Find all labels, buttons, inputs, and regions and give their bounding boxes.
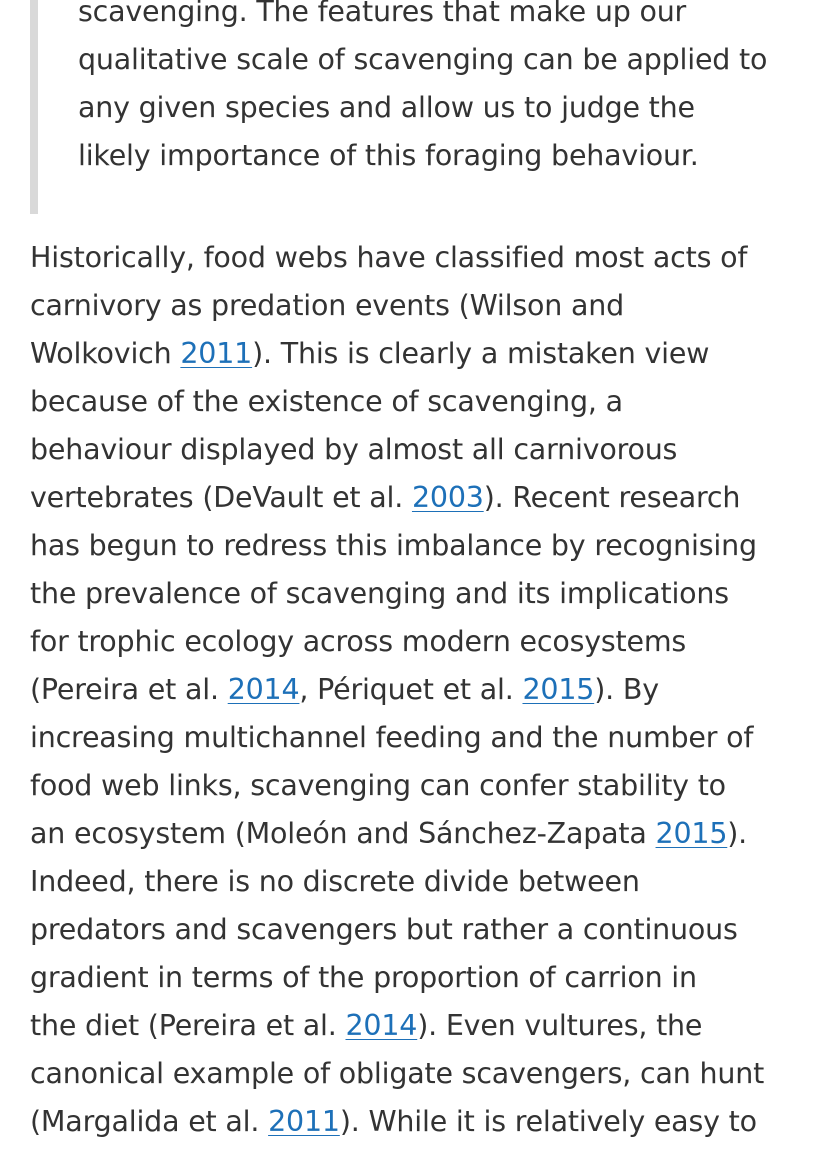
text-segment: ). By [594,673,659,706]
paragraph-line [30,906,820,954]
paragraph-line [30,522,820,570]
citation-link-devault-2003[interactable]: 2003 [411,481,484,514]
text-segment: has begun to redress this imbalance by recognising [30,529,757,562]
text-segment: ). While it is relatively easy to [339,1105,757,1138]
text-segment: ). Even vultures, the [417,1009,703,1042]
blockquote [30,0,820,214]
paragraph-line [30,426,820,474]
text-segment: , Périquet et al. [299,673,523,706]
text-segment: the diet (Pereira et al. [30,1009,346,1042]
text-segment: increasing multichannel feeding and the number of [30,721,754,754]
paragraph-line [30,762,820,810]
paragraph-line [30,330,820,378]
paragraph-line [30,282,820,330]
text-segment: Indeed, there is no discrete divide between [30,865,640,898]
citation-link-periquet-2015[interactable]: 2015 [522,673,595,706]
text-segment: (Pereira et al. [30,673,228,706]
text-segment: ). This is clearly a mistaken view [252,337,710,370]
text-segment: ). [727,817,748,850]
text-segment: vertebrates (DeVault et al. [30,481,412,514]
paragraph-line [30,858,820,906]
paragraph-line [30,954,820,1002]
citation-link-wilson-2011[interactable]: 2011 [180,337,253,370]
paragraph-line [30,618,820,666]
text-segment: predators and scavengers but rather a continuous [30,913,738,946]
text-segment: carnivory as predation events (Wilson and [30,289,624,322]
citation-link-moleon-2015[interactable]: 2015 [655,817,728,850]
text-segment: behaviour displayed by almost all carnivorous [30,433,678,466]
text-segment: food web links, scavenging can confer stability to [30,769,726,802]
quote-line: qualitative scale of scavenging can be applied to [78,43,768,76]
text-segment: the prevalence of scavenging and its implications [30,577,729,610]
text-segment: because of the existence of scavenging, a [30,385,623,418]
paragraph-line [30,570,820,618]
paragraph-line [30,1050,820,1098]
paragraph-line [30,474,820,522]
paragraph-line [30,1002,820,1050]
quote-line: likely importance of this foraging behaviour. [78,139,699,172]
text-segment: canonical example of obligate scavengers, can hunt [30,1057,765,1090]
paragraph-line [30,714,820,762]
paragraph-line [30,666,820,714]
text-segment: an ecosystem (Moleón and Sánchez-Zapata [30,817,656,850]
citation-link-pereira-2014[interactable]: 2014 [227,673,300,706]
article-paragraph [30,234,820,1146]
blockquote-text [78,0,823,180]
citation-link-pereira-2014-b[interactable]: 2014 [345,1009,418,1042]
citation-link-margalida-2011[interactable]: 2011 [268,1105,340,1138]
paragraph-line [30,1098,820,1146]
text-segment: for trophic ecology across modern ecosystems [30,625,687,658]
text-segment: gradient in terms of the proportion of carrion in [30,961,697,994]
text-segment: Historically, food webs have classified most acts of [30,241,748,274]
quote-line: any given species and allow us to judge the [78,91,695,124]
text-segment: (Margalida et al. [30,1105,269,1138]
paragraph-line [30,234,820,282]
paragraph-line [30,810,820,858]
text-segment: ). Recent research [483,481,741,514]
text-segment: Wolkovich [30,337,181,370]
paragraph-line [30,378,820,426]
quote-line: scavenging. The features that make up our [78,0,687,28]
